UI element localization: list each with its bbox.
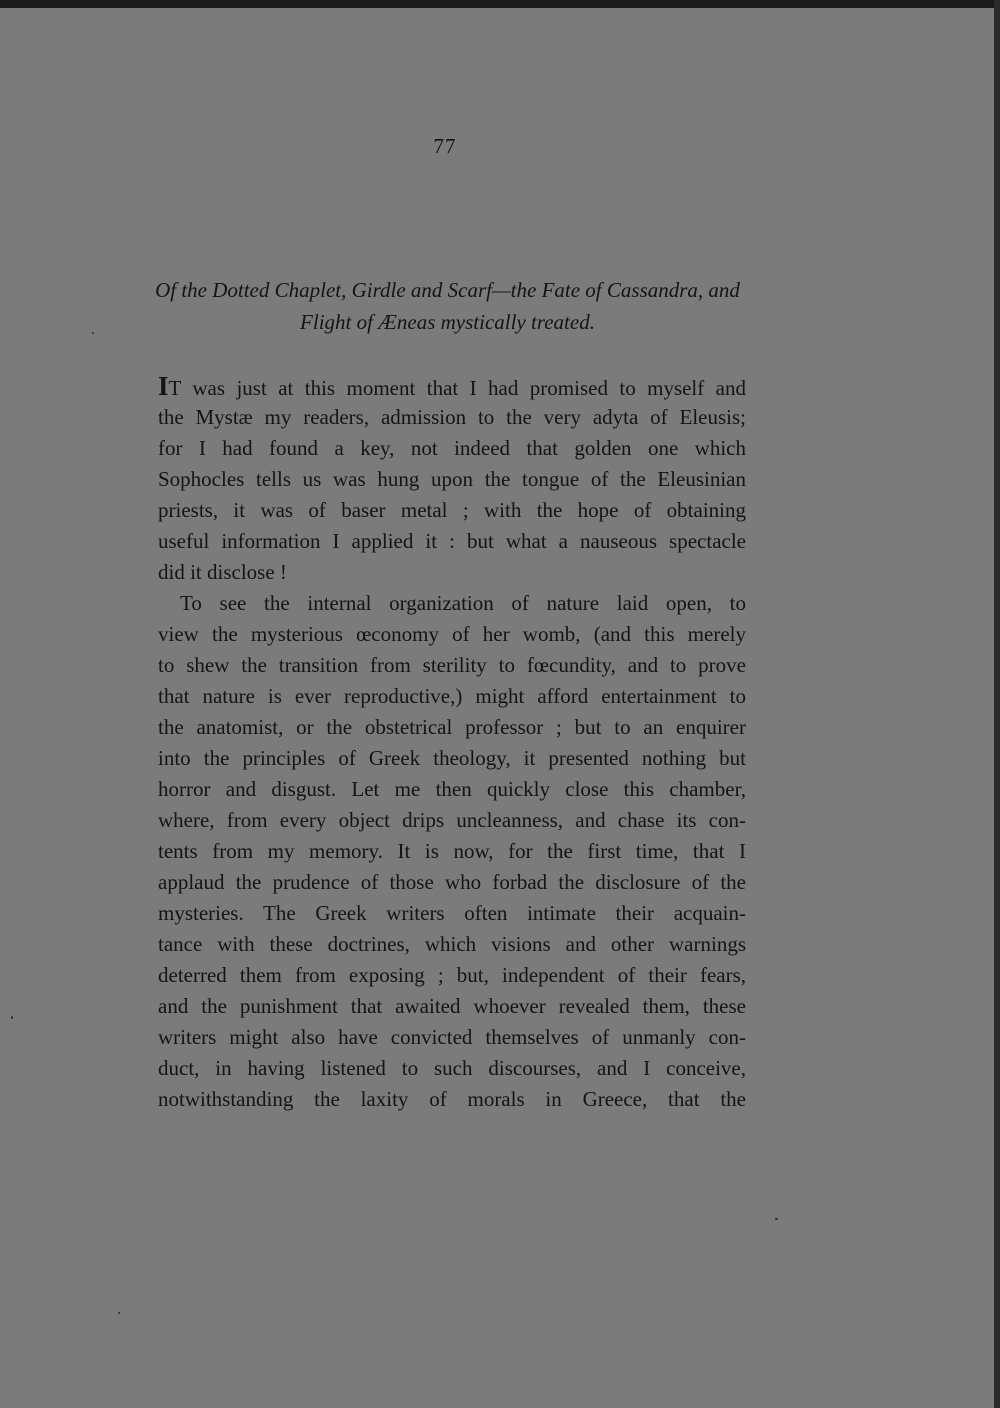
scan-speck bbox=[118, 1312, 120, 1314]
page-number: 77 bbox=[433, 134, 457, 158]
text-line-18: mysteries. The Greek writers often intimate their acquain- bbox=[158, 901, 746, 925]
scan-speck bbox=[92, 332, 94, 334]
text-line-16: tents from my memory. It is now, for the first time, that I bbox=[158, 839, 746, 863]
chapter-heading bbox=[150, 274, 745, 338]
text-line-14: horror and disgust. Let me then quickly close this chamber, bbox=[158, 777, 746, 801]
text-line-13: into the principles of Greek theology, it presented nothing but bbox=[158, 746, 746, 770]
text-line-10: to shew the transition from sterility to fœcundity, and to prove bbox=[158, 653, 746, 677]
text-line-22: writers might also have convicted themselves of unmanly con- bbox=[158, 1025, 746, 1049]
heading-line-1: Of the Dotted Chaplet, Girdle and Scarf—the Fate of Cassandra, and bbox=[155, 278, 740, 302]
scan-speck bbox=[775, 1218, 778, 1220]
scan-right-border bbox=[994, 0, 1000, 1408]
text-line-5: priests, it was of baser metal ; with the hope of obtaining bbox=[158, 498, 746, 522]
text-line-9: view the mysterious œconomy of her womb, (and this merely bbox=[158, 622, 746, 646]
text-line-15: where, from every object drips uncleanness, and chase its con- bbox=[158, 808, 746, 832]
text-line-4: Sophocles tells us was hung upon the tongue of the Eleusinian bbox=[158, 467, 746, 491]
text-line-20: deterred them from exposing ; but, independent of their fears, bbox=[158, 963, 746, 987]
drop-cap: I bbox=[158, 371, 169, 401]
text-line-21: and the punishment that awaited whoever revealed them, these bbox=[158, 994, 746, 1018]
text-line-1 bbox=[158, 371, 746, 402]
text-line-7: did it disclose ! bbox=[158, 560, 287, 584]
text-line-3: for I had found a key, not indeed that golden one which bbox=[158, 436, 746, 460]
text-line-1-rest: T was just at this moment that I had promised to myself and bbox=[168, 376, 746, 400]
body-text bbox=[158, 371, 746, 1115]
text-line-12: the anatomist, or the obstetrical professor ; but to an enquirer bbox=[158, 715, 746, 739]
text-line-11: that nature is ever reproductive,) might afford entertainment to bbox=[158, 684, 746, 708]
heading-line-2: Flight of Æneas mystically treated. bbox=[300, 310, 595, 334]
text-line-17: applaud the prudence of those who forbad the disclosure of the bbox=[158, 870, 746, 894]
text-line-24: notwithstanding the laxity of morals in Greece, that the bbox=[158, 1087, 746, 1111]
text-line-8: To see the internal organization of nature laid open, to bbox=[180, 591, 746, 615]
text-line-23: duct, in having listened to such discourses, and I conceive, bbox=[158, 1056, 746, 1080]
text-line-6: useful information I applied it : but what a nauseous spectacle bbox=[158, 529, 746, 553]
text-line-19: tance with these doctrines, which visions and other warnings bbox=[158, 932, 746, 956]
scan-top-border bbox=[0, 0, 1000, 8]
text-line-2: the Mystæ my readers, admission to the very adyta of Eleusis; bbox=[158, 405, 746, 429]
scan-speck bbox=[11, 1016, 13, 1019]
